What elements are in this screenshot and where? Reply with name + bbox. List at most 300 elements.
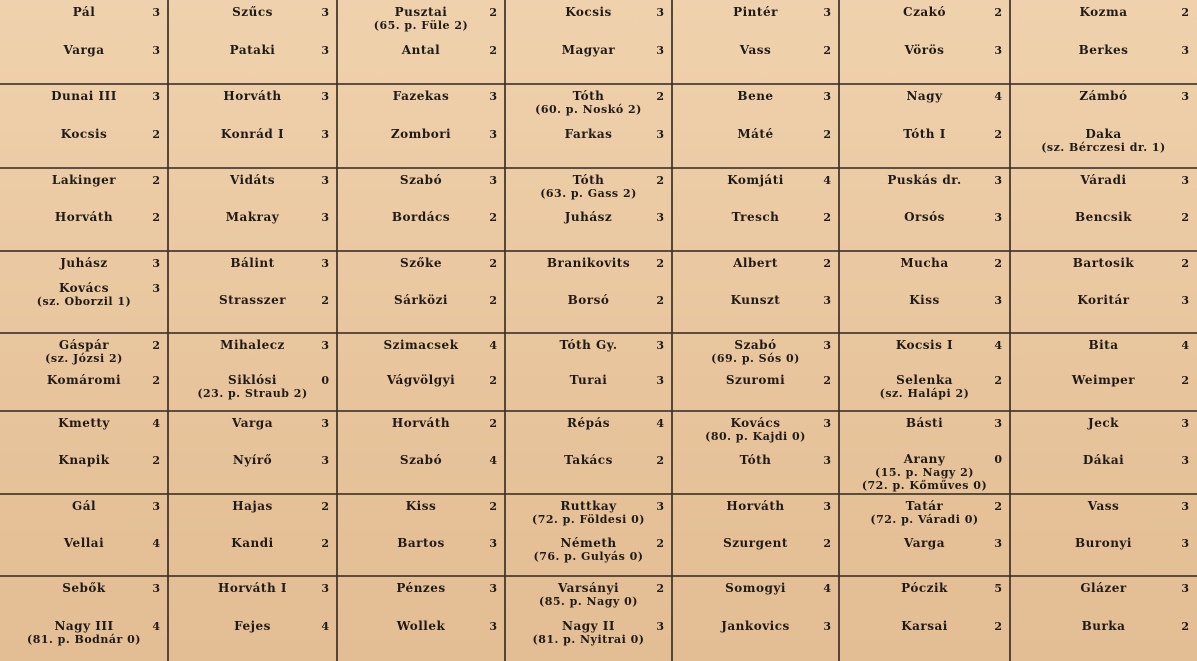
player-name: Selenka — [896, 373, 953, 387]
player-name: Kocsis — [565, 5, 612, 19]
table-cell — [0, 494, 168, 576]
player-entry — [176, 128, 329, 141]
player-entry — [847, 453, 1002, 492]
player-score: 3 — [489, 174, 497, 187]
player-score: 3 — [994, 174, 1002, 187]
player-score: 4 — [823, 582, 831, 595]
player-name: Szabó — [399, 453, 443, 467]
player-score: 3 — [489, 90, 497, 103]
player-name: Kandi — [231, 536, 274, 550]
player-name: Bene — [737, 89, 774, 103]
player-score: 3 — [321, 339, 329, 352]
table-cell — [0, 251, 168, 333]
player-entry — [680, 454, 831, 467]
player-score: 3 — [1181, 44, 1189, 57]
player-score: 3 — [321, 211, 329, 224]
player-score: 3 — [152, 6, 160, 19]
player-entry — [345, 454, 497, 467]
table-cell — [168, 251, 337, 333]
player-score: 3 — [321, 6, 329, 19]
player-entry — [680, 537, 831, 550]
player-name: Komjáti — [727, 173, 784, 187]
player-score: 2 — [489, 417, 497, 430]
player-score: 3 — [656, 44, 664, 57]
table-cell — [337, 84, 505, 168]
player-score: 3 — [489, 582, 497, 595]
player-score: 4 — [321, 620, 329, 633]
player-entry — [345, 374, 497, 387]
player-entry — [345, 500, 497, 513]
player-entry — [8, 211, 160, 224]
player-score: 3 — [152, 282, 160, 295]
player-name: Tóth — [572, 89, 605, 103]
player-name: Komáromi — [46, 373, 122, 387]
player-name: Szimacsek — [383, 338, 459, 352]
player-score: 2 — [994, 128, 1002, 141]
player-entry — [1018, 211, 1189, 224]
player-entry — [345, 90, 497, 103]
player-entry — [345, 537, 497, 550]
player-entry — [847, 6, 1002, 19]
player-name: Tatár — [905, 499, 944, 513]
player-score: 2 — [994, 6, 1002, 19]
player-score: 0 — [321, 374, 329, 387]
player-score: 2 — [1181, 211, 1189, 224]
player-name: Makray — [225, 210, 280, 224]
player-name: Kocsis I — [895, 338, 954, 352]
player-name: Szuromi — [725, 373, 786, 387]
player-name: Németh — [560, 536, 617, 550]
player-entry — [1018, 6, 1189, 19]
player-entry — [176, 6, 329, 19]
player-score: 2 — [823, 257, 831, 270]
player-entry — [1018, 417, 1189, 430]
player-entry — [8, 174, 160, 187]
player-name: Tóth Gy. — [559, 338, 618, 352]
table-cell — [0, 0, 168, 84]
player-entry — [513, 44, 664, 57]
player-score: 4 — [152, 417, 160, 430]
player-score: 2 — [1181, 374, 1189, 387]
player-name: Horváth — [726, 499, 785, 513]
player-name: Vass — [1087, 499, 1120, 513]
player-score: 4 — [489, 339, 497, 352]
substitution-note: (72. p. Kőműves 0) — [861, 479, 988, 492]
player-name: Varga — [904, 536, 945, 550]
player-entry — [1018, 339, 1189, 352]
player-entry — [176, 620, 329, 633]
player-score: 3 — [823, 6, 831, 19]
player-entry — [176, 90, 329, 103]
player-score: 2 — [489, 500, 497, 513]
player-entry — [513, 374, 664, 387]
player-score: 2 — [321, 537, 329, 550]
player-entry — [176, 257, 329, 270]
table-cell — [839, 168, 1010, 251]
player-name: Hajas — [232, 499, 273, 513]
player-name: Varga — [232, 416, 273, 430]
player-score: 3 — [823, 454, 831, 467]
player-score: 4 — [152, 537, 160, 550]
player-score: 2 — [994, 620, 1002, 633]
player-score: 3 — [823, 417, 831, 430]
table-cell — [505, 411, 672, 494]
player-entry — [345, 211, 497, 224]
player-entry — [1018, 620, 1189, 633]
player-name: Glázer — [1080, 581, 1127, 595]
table-cell — [839, 494, 1010, 576]
player-score: 4 — [152, 620, 160, 633]
player-entry — [1018, 44, 1189, 57]
player-name: Kiss — [405, 499, 437, 513]
player-name: Váradi — [1080, 173, 1127, 187]
table-cell — [1010, 333, 1197, 411]
player-entry — [847, 44, 1002, 57]
player-name: Dákai — [1082, 453, 1125, 467]
player-name: Vágvölgyi — [386, 373, 456, 387]
player-name: Máté — [737, 127, 774, 141]
player-entry — [680, 620, 831, 633]
player-entry — [680, 417, 831, 443]
table-cell — [1010, 84, 1197, 168]
player-entry — [1018, 128, 1189, 154]
player-name: Farkas — [564, 127, 613, 141]
player-entry — [680, 582, 831, 595]
table-cell — [839, 576, 1010, 661]
player-name: Nagy II — [561, 619, 615, 633]
table-cell — [0, 411, 168, 494]
player-name: Burka — [1081, 619, 1126, 633]
player-entry — [1018, 537, 1189, 550]
player-score: 2 — [1181, 6, 1189, 19]
player-entry — [680, 339, 831, 365]
table-cell — [337, 251, 505, 333]
player-name: Szurgent — [723, 536, 788, 550]
player-score: 5 — [994, 582, 1002, 595]
substitution-note: (80. p. Kajdi 0) — [705, 430, 806, 443]
player-score: 3 — [823, 500, 831, 513]
substitution-note: (sz. Halápi 2) — [879, 387, 970, 400]
player-name: Nagy III — [54, 619, 114, 633]
table-cell — [337, 0, 505, 84]
player-entry — [847, 128, 1002, 141]
table-cell — [672, 84, 839, 168]
player-name: Orsós — [904, 210, 945, 224]
table-cell — [1010, 494, 1197, 576]
substitution-note: (sz. Oborzil 1) — [36, 295, 132, 308]
table-cell — [672, 576, 839, 661]
player-entry — [513, 128, 664, 141]
player-score: 2 — [489, 257, 497, 270]
player-score: 4 — [994, 339, 1002, 352]
player-name: Vellai — [63, 536, 105, 550]
player-score: 3 — [823, 294, 831, 307]
table-cell — [505, 251, 672, 333]
substitution-note: (81. p. Nyitrai 0) — [532, 633, 645, 646]
player-entry — [176, 582, 329, 595]
player-name: Daka — [1085, 127, 1122, 141]
player-score: 3 — [994, 44, 1002, 57]
player-name: Pusztai — [394, 5, 448, 19]
player-name: Sárközi — [394, 293, 448, 307]
player-entry — [513, 500, 664, 526]
table-cell — [1010, 411, 1197, 494]
player-entry — [513, 339, 664, 352]
player-entry — [513, 454, 664, 467]
table-cell — [0, 168, 168, 251]
player-name: Pintér — [733, 5, 778, 19]
table-cell — [672, 168, 839, 251]
player-entry — [513, 257, 664, 270]
substitution-note: (72. p. Váradi 0) — [870, 513, 979, 526]
substitution-note: (63. p. Gass 2) — [540, 187, 637, 200]
player-name: Antal — [401, 43, 441, 57]
player-score: 3 — [1181, 500, 1189, 513]
player-entry — [8, 339, 160, 365]
table-cell — [505, 0, 672, 84]
player-score: 2 — [152, 454, 160, 467]
player-entry — [8, 537, 160, 550]
player-name: Bálint — [230, 256, 275, 270]
player-entry — [847, 537, 1002, 550]
player-name: Wollek — [396, 619, 446, 633]
player-entry — [345, 620, 497, 633]
player-score: 2 — [823, 128, 831, 141]
player-score: 4 — [1181, 339, 1189, 352]
player-name: Zombori — [390, 127, 452, 141]
player-entry — [345, 582, 497, 595]
player-name: Sebők — [62, 581, 106, 595]
player-name: Lakinger — [51, 173, 117, 187]
player-score: 2 — [489, 294, 497, 307]
player-name: Kunszt — [730, 293, 781, 307]
table-cell — [337, 494, 505, 576]
player-entry — [513, 211, 664, 224]
player-entry — [176, 44, 329, 57]
player-score: 3 — [489, 537, 497, 550]
player-entry — [513, 90, 664, 116]
player-name: Arany — [903, 452, 946, 466]
player-name: Kozma — [1079, 5, 1128, 19]
player-score: 0 — [994, 453, 1002, 466]
player-entry — [176, 211, 329, 224]
player-name: Strasszer — [218, 293, 287, 307]
player-entry — [8, 582, 160, 595]
player-entry — [8, 417, 160, 430]
player-entry — [8, 620, 160, 646]
player-score: 2 — [994, 257, 1002, 270]
player-score: 3 — [1181, 537, 1189, 550]
player-entry — [847, 620, 1002, 633]
player-name: Répás — [566, 416, 611, 430]
player-name: Albert — [733, 256, 778, 270]
player-name: Tresch — [731, 210, 780, 224]
player-name: Turai — [569, 373, 608, 387]
player-score: 3 — [656, 128, 664, 141]
player-score: 3 — [656, 500, 664, 513]
player-name: Mucha — [900, 256, 949, 270]
table-cell — [505, 168, 672, 251]
player-score: 2 — [823, 537, 831, 550]
player-score: 3 — [1181, 454, 1189, 467]
player-name: Szűcs — [232, 5, 273, 19]
player-name: Koritár — [1077, 293, 1130, 307]
player-name: Gáspár — [58, 338, 110, 352]
substitution-note: (15. p. Nagy 2) — [875, 466, 974, 479]
player-name: Fazekas — [392, 89, 450, 103]
player-entry — [680, 6, 831, 19]
player-name: Buronyi — [1075, 536, 1132, 550]
player-entry — [8, 90, 160, 103]
player-score: 3 — [321, 582, 329, 595]
player-name: Nyírő — [232, 453, 273, 467]
table-cell — [839, 84, 1010, 168]
player-entry — [847, 211, 1002, 224]
player-name: Ruttkay — [560, 499, 617, 513]
player-entry — [176, 454, 329, 467]
player-entry — [847, 582, 1002, 595]
substitution-note: (76. p. Gulyás 0) — [533, 550, 644, 563]
player-score: 3 — [656, 211, 664, 224]
player-entry — [513, 620, 664, 646]
player-score: 3 — [152, 44, 160, 57]
player-entry — [345, 128, 497, 141]
player-entry — [513, 294, 664, 307]
player-score: 2 — [152, 211, 160, 224]
player-score: 3 — [321, 417, 329, 430]
player-name: Szőke — [400, 256, 442, 270]
player-name: Tóth — [739, 453, 772, 467]
player-score: 4 — [823, 174, 831, 187]
substitution-note: (81. p. Bodnár 0) — [27, 633, 141, 646]
substitution-note: (sz. Bérczesi dr. 1) — [1041, 141, 1166, 154]
player-entry — [1018, 257, 1189, 270]
player-entry — [176, 174, 329, 187]
player-name: Pál — [72, 5, 96, 19]
player-score: 3 — [321, 454, 329, 467]
player-entry — [8, 257, 160, 270]
player-name: Póczik — [901, 581, 948, 595]
player-score: 2 — [823, 44, 831, 57]
substitution-note: (69. p. Sós 0) — [711, 352, 800, 365]
player-name: Pénzes — [396, 581, 446, 595]
player-entry — [345, 44, 497, 57]
player-name: Konrád I — [220, 127, 285, 141]
player-score: 3 — [994, 211, 1002, 224]
player-name: Fejes — [234, 619, 271, 633]
player-name: Básti — [905, 416, 944, 430]
player-entry — [1018, 500, 1189, 513]
player-entry — [8, 128, 160, 141]
table-cell — [839, 251, 1010, 333]
player-name: Juhász — [564, 210, 613, 224]
player-entry — [8, 6, 160, 19]
table-cell — [672, 411, 839, 494]
player-score: 2 — [489, 374, 497, 387]
player-name: Bartosik — [1072, 256, 1135, 270]
player-entry — [847, 294, 1002, 307]
player-score: 4 — [489, 454, 497, 467]
player-name: Bencsik — [1075, 210, 1132, 224]
player-entry — [8, 454, 160, 467]
player-score: 3 — [994, 417, 1002, 430]
player-score: 2 — [321, 294, 329, 307]
player-entry — [513, 582, 664, 608]
player-name: Bita — [1088, 338, 1119, 352]
player-score: 2 — [823, 374, 831, 387]
player-name: Borsó — [567, 293, 610, 307]
table-cell — [839, 0, 1010, 84]
player-name: Szabó — [734, 338, 777, 352]
player-score: 2 — [994, 374, 1002, 387]
player-entry — [680, 128, 831, 141]
player-entry — [680, 374, 831, 387]
player-name: Nagy — [906, 89, 943, 103]
table-cell — [168, 168, 337, 251]
player-name: Horváth — [391, 416, 451, 430]
player-score: 3 — [152, 500, 160, 513]
table-cell — [168, 0, 337, 84]
table-cell — [505, 576, 672, 661]
player-name: Jankovics — [721, 619, 790, 633]
substitution-note: (65. p. Füle 2) — [373, 19, 469, 32]
player-name: Zámbó — [1079, 89, 1128, 103]
table-cell — [0, 84, 168, 168]
player-name: Tóth I — [903, 127, 946, 141]
player-name: Czakó — [903, 5, 946, 19]
player-score: 3 — [321, 257, 329, 270]
player-entry — [513, 417, 664, 430]
table-cell — [168, 84, 337, 168]
player-score: 2 — [1181, 620, 1189, 633]
player-name: Vörös — [904, 43, 945, 57]
player-name: Juhász — [60, 256, 108, 270]
player-name: Horváth — [54, 210, 114, 224]
player-score: 2 — [321, 500, 329, 513]
player-entry — [1018, 374, 1189, 387]
player-score: 2 — [152, 128, 160, 141]
player-entry — [680, 257, 831, 270]
table-cell — [168, 576, 337, 661]
player-name: Somogyi — [725, 581, 786, 595]
player-name: Bartos — [397, 536, 445, 550]
table-cell — [1010, 251, 1197, 333]
table-cell — [839, 333, 1010, 411]
table-cell — [839, 411, 1010, 494]
player-score: 2 — [823, 211, 831, 224]
player-score: 2 — [656, 257, 664, 270]
player-entry — [513, 537, 664, 563]
table-cell — [505, 84, 672, 168]
player-name: Kocsis — [60, 127, 108, 141]
player-name: Berkes — [1078, 43, 1129, 57]
player-score: 2 — [656, 294, 664, 307]
player-score: 3 — [823, 90, 831, 103]
table-cell — [0, 576, 168, 661]
player-score: 3 — [823, 339, 831, 352]
player-name: Gál — [71, 499, 97, 513]
player-entry — [8, 44, 160, 57]
player-name: Varsányi — [557, 581, 620, 595]
player-entry — [176, 339, 329, 352]
player-score: 2 — [152, 339, 160, 352]
table-cell — [1010, 0, 1197, 84]
player-score: 3 — [152, 582, 160, 595]
player-name: Puskás dr. — [887, 173, 962, 187]
player-score: 3 — [321, 174, 329, 187]
player-score: 3 — [656, 374, 664, 387]
table-cell — [337, 168, 505, 251]
